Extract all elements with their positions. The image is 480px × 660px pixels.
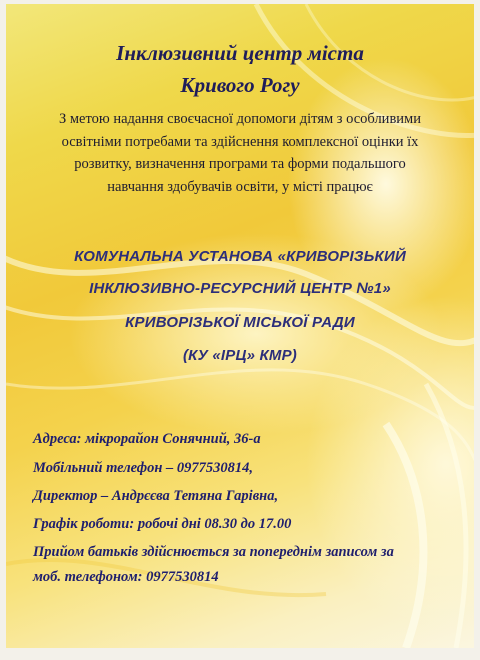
intro-line: навчання здобувачів освіти, у місті працює [107,178,373,195]
intro-line: освітніми потребами та здійснення комплексної оцінки їх [61,133,419,150]
title-line-2: Кривого Рогу [180,73,300,97]
work-schedule-text: Графік роботи: робочі дні 08.30 до 17.00 [33,516,292,532]
poster-background [6,4,474,648]
intro-paragraph [26,108,454,198]
reception-text-line-2: моб. телефоном: 0977530814 [33,569,219,585]
address-text: Адреса: мікрорайон Сонячний, 36-а [33,431,261,447]
reception-text-line-1: Прийом батьків здійснюється за попереднім записом за [33,544,394,560]
organization-name-line-3: КРИВОРІЗЬКОЇ МІСЬКОЇ РАДИ [125,314,355,331]
organization-abbreviation: (КУ «ІРЦ» КМР) [182,347,298,364]
title-line-1: Інклюзивний центр міста [116,41,364,65]
intro-line: З метою надання своєчасної допомоги дітям з особливими [58,111,421,127]
intro-line: розвитку, визначення програми та форми подальшого [74,156,406,172]
organization-name-line-2: ІНКЛЮЗИВНО-РЕСУРСНИЙ ЦЕНТР №1» [89,280,391,297]
director-text: Директор – Андрєєва Тетяна Гарівна, [33,488,279,504]
mobile-phone-text: Мобільний телефон – 0977530814, [33,460,254,476]
organization-name-line-1: КОМУНАЛЬНА УСТАНОВА «КРИВОРІЗЬКИЙ [74,248,406,265]
